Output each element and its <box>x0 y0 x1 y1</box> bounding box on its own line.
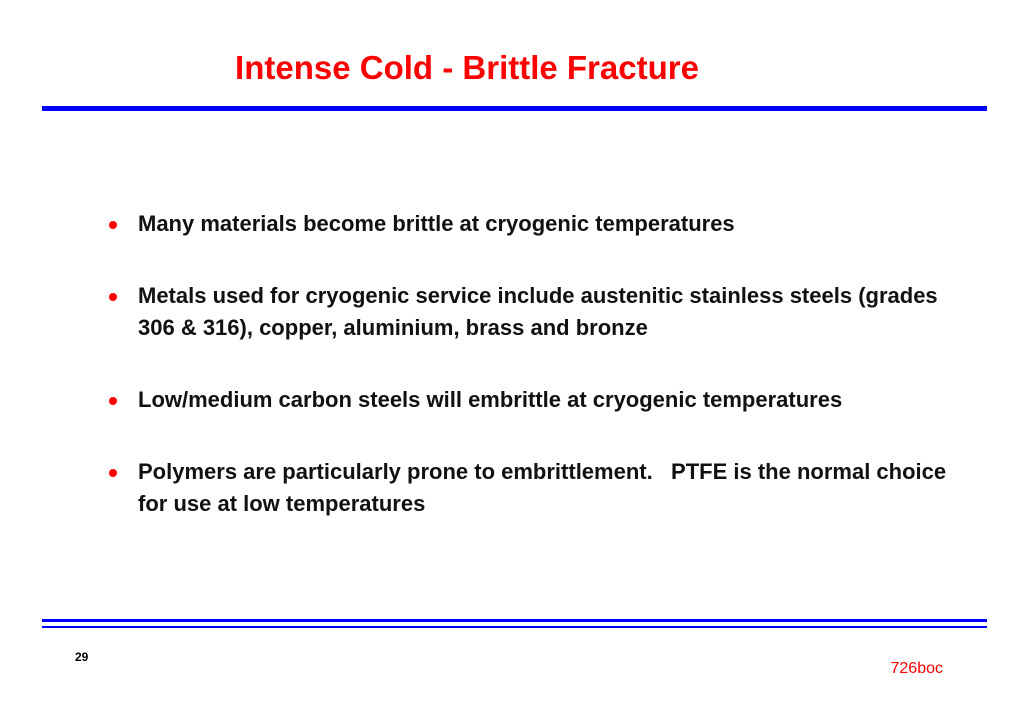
footer-divider-thin <box>42 626 987 628</box>
bullet-list <box>104 208 954 520</box>
footer-divider-thick <box>42 619 987 622</box>
title-divider <box>42 106 987 111</box>
bullet-dot-icon <box>109 397 117 405</box>
bullet-text: Many materials become brittle at cryogenic temperatures <box>138 211 735 236</box>
slide-code: 726boc <box>890 660 943 677</box>
bullet-text: Low/medium carbon steels will embrittle at cryogenic temperatures <box>138 387 843 412</box>
bullet-item <box>104 208 954 240</box>
page-number: 29 <box>75 650 89 664</box>
bullet-dot-icon <box>109 221 117 229</box>
bullet-text: Metals used for cryogenic service include austenitic stainless steels (grades 306 & 316), copper, aluminium, brass and bronze <box>138 283 938 340</box>
bullet-item <box>104 456 954 520</box>
bullet-item <box>104 280 954 344</box>
bullet-dot-icon <box>109 469 117 477</box>
bullet-dot-icon <box>109 293 117 301</box>
bullet-text: Polymers are particularly prone to embrittlement. PTFE is the normal choice for use at low temperatures <box>138 459 953 516</box>
bullet-item <box>104 384 954 416</box>
slide-title: Intense Cold - Brittle Fracture <box>235 49 699 86</box>
